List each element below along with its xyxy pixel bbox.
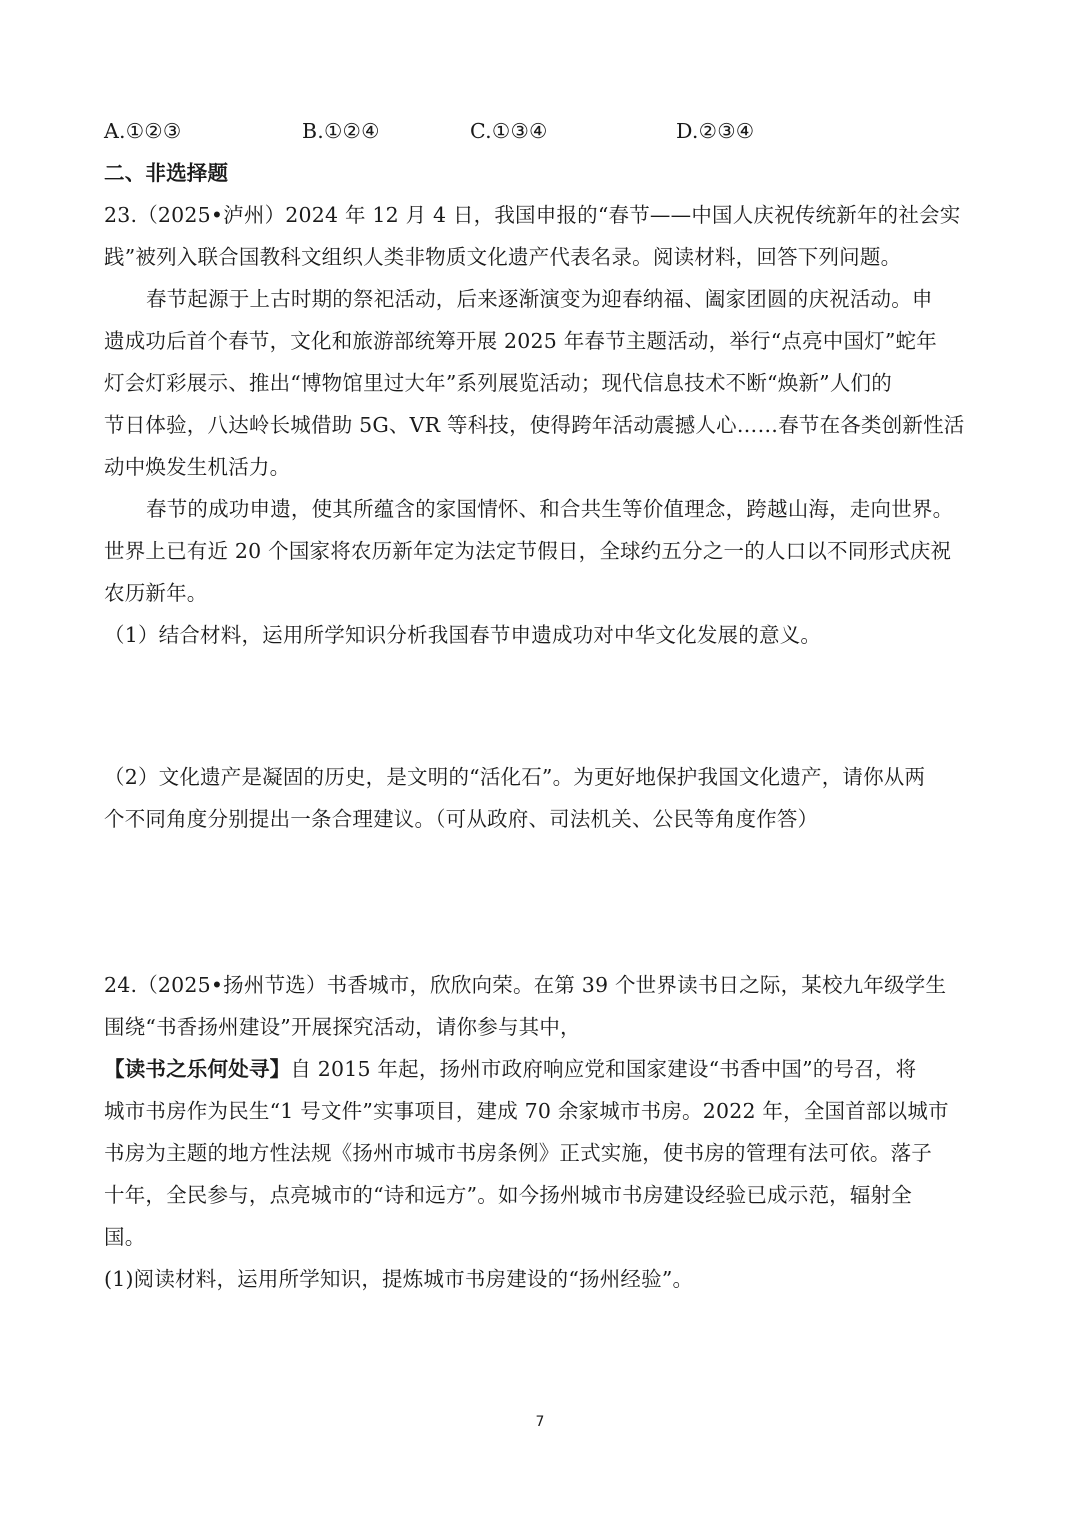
question-23 [104,194,982,964]
option-a: A.①②③ [104,119,182,143]
q23-paragraph-2-line-3: 农历新年。 [104,581,208,605]
option-b: B.①②④ [302,119,380,143]
option-c: C.①③④ [470,119,548,143]
q23-subquestion-2-line-2: 个不同角度分别提出一条合理建议。（可从政府、司法机关、公民等角度作答） [104,807,819,831]
page-number: 7 [535,1414,545,1430]
answer-options [104,110,982,152]
q24-stem-line-1: 24.（2025•扬州节选）书香城市，欣欣向荣。在第 39 个世界读书日之际，某校九年级学生 [104,973,947,997]
q24-subquestion-1: (1)阅读材料，运用所学知识，提炼城市书房建设的“扬州经验”。 [104,1267,694,1291]
section-heading: 二、非选择题 [104,161,229,185]
q24-material-line-4: 十年，全民参与，点亮城市的“诗和远方”。如今扬州城市书房建设经验已成示范，辐射全 [104,1183,912,1207]
question-24 [104,964,982,1300]
q23-paragraph-1-line-5: 动中焕发生机活力。 [104,455,291,479]
q24-block-title: 【读书之乐何处寻】 [104,1057,291,1081]
q24-stem-line-2: 围绕“书香扬州建设”开展探究活动，请你参与其中， [104,1015,581,1039]
answer-space-2 [104,840,982,964]
q23-subquestion-2-line-1: （2）文化遗产是凝固的历史，是文明的“活化石”。为更好地保护我国文化遗产，请你从两 [104,765,926,789]
q24-material-line-1 [104,1048,982,1090]
q24-material-line-1-text: 自 2015 年起，扬州市政府响应党和国家建设“书香中国”的号召，将 [290,1057,917,1081]
q24-material-line-2: 城市书房作为民生“1 号文件”实事项目，建成 70 余家城市书房。2022 年，全国首部以城市 [104,1099,949,1123]
q23-paragraph-1-line-1: 春节起源于上古时期的祭祀活动，后来逐渐演变为迎春纳福、阖家团圆的庆祝活动。申 [146,287,933,311]
q23-paragraph-1-line-4: 节日体验，八达岭长城借助 5G、VR 等科技，使得跨年活动震撼人心……春节在各类创新性活 [104,413,965,437]
q24-material-line-3: 书房为主题的地方性法规《扬州市城市书房条例》正式实施，使书房的管理有法可依。落子 [104,1141,932,1165]
q23-paragraph-1-line-3: 灯会灯彩展示、推出“博物馆里过大年”系列展览活动；现代信息技术不断“焕新”人们的 [104,371,892,395]
q24-material-line-5: 国。 [104,1225,146,1249]
q23-stem-line-2: 践”被列入联合国教科文组织人类非物质文化遗产代表名录。阅读材料，回答下列问题。 [104,245,902,269]
option-d: D.②③④ [676,119,755,143]
q23-paragraph-2-line-1: 春节的成功申遗，使其所蕴含的家国情怀、和合共生等价值理念，跨越山海，走向世界。 [146,497,954,521]
page-content [104,110,982,1300]
q23-paragraph-2-line-2: 世界上已有近 20 个国家将农历新年定为法定节假日，全球约五分之一的人口以不同形式庆祝 [104,539,952,563]
q23-paragraph-1-line-2: 遗成功后首个春节，文化和旅游部统筹开展 2025 年春节主题活动，举行“点亮中国灯”蛇年 [104,329,937,353]
q23-stem-line-1: 23.（2025•泸州）2024 年 12 月 4 日，我国申报的“春节——中国人庆祝传统新年的社会实 [104,203,961,227]
answer-space-1 [104,656,982,756]
q23-subquestion-1: （1）结合材料，运用所学知识分析我国春节申遗成功对中华文化发展的意义。 [104,623,822,647]
